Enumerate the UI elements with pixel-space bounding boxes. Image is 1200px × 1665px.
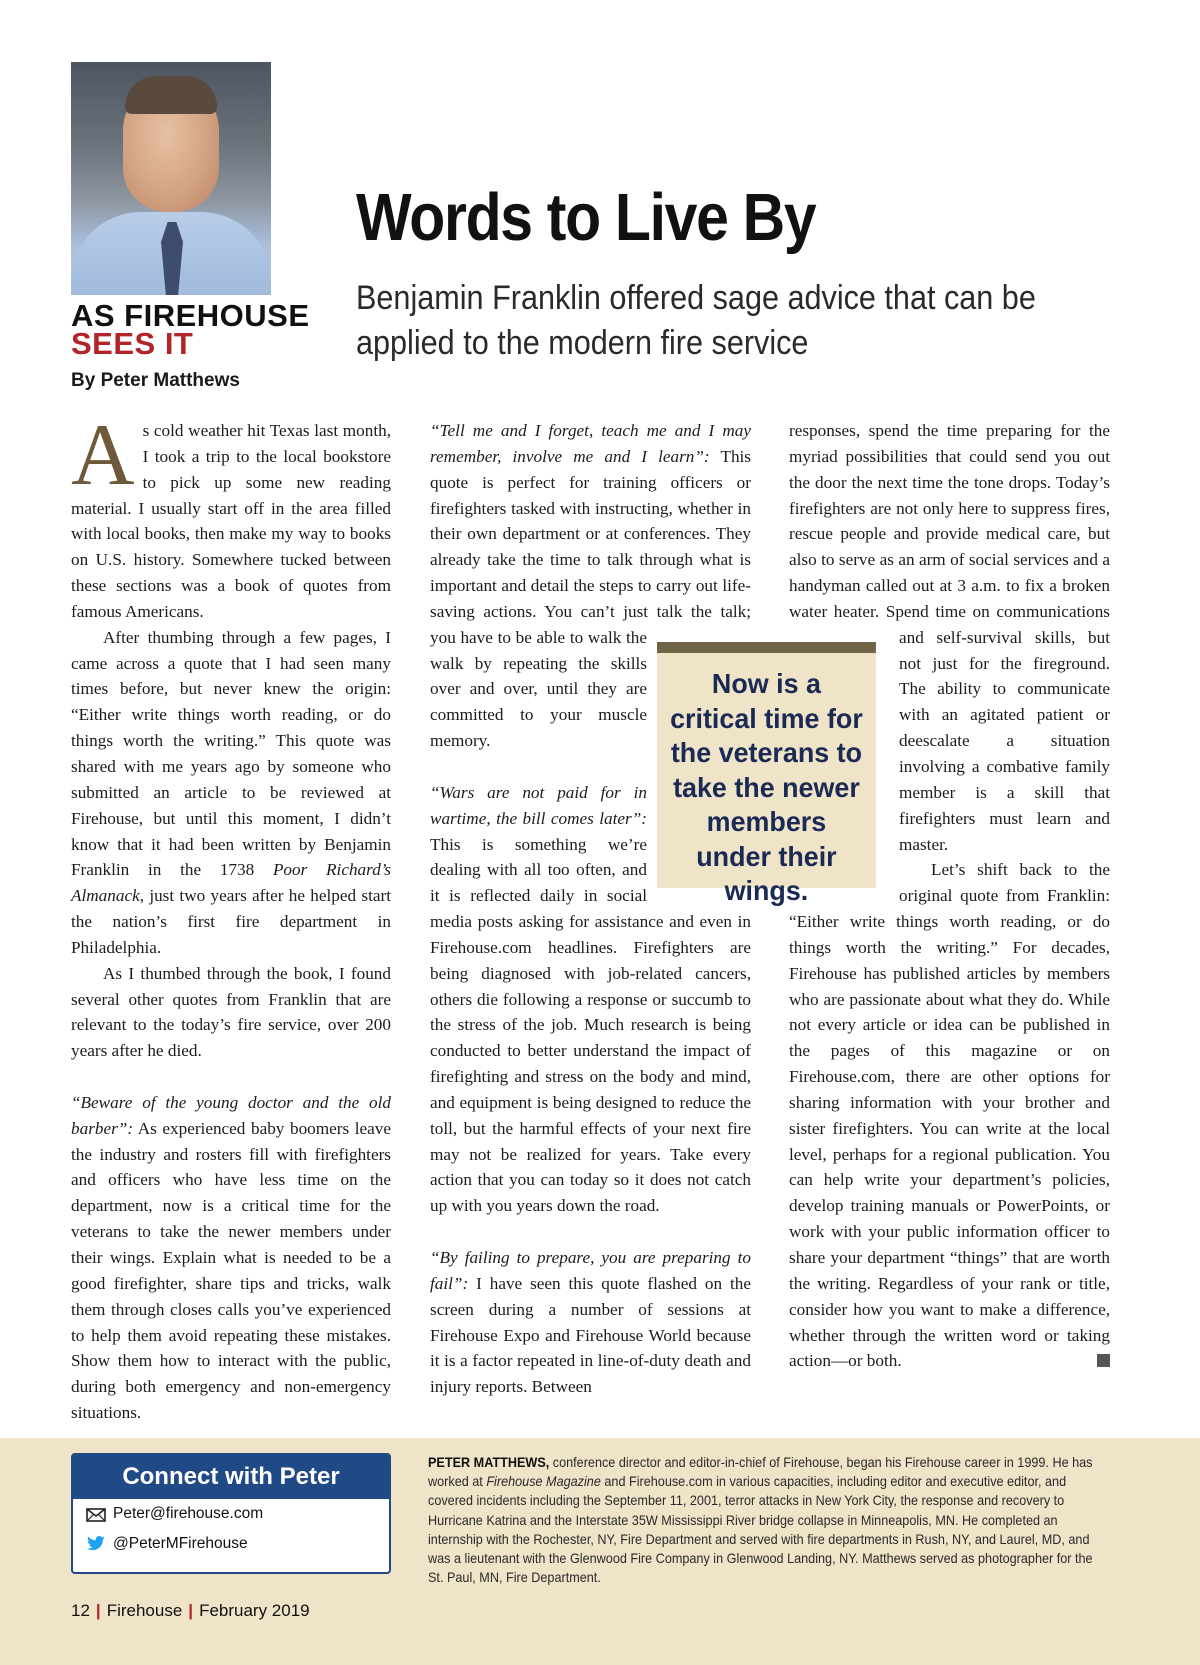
quote-lead: “Beware of the young doctor and the old barber”: [71, 1092, 391, 1138]
connect-box [71, 1453, 391, 1574]
paragraph [430, 1245, 751, 1400]
quote-lead: “Wars are not paid for in wartime, the bill comes later”: [430, 782, 647, 828]
paragraph-text: As I thumbed through the book, I found several other quotes from Franklin that are relevant to the today’s fire service, over 200 years after he died. [71, 963, 391, 1061]
paragraph [71, 1090, 391, 1426]
email-link[interactable]: Peter@firehouse.com [113, 1505, 264, 1522]
paragraph-text: This is something we’re dealing with all too often, and it is reflected daily in social media posts asking for assistance and even in Firehouse.com headlines. Firefighters are being diagnosed with job-related cancers, others die following a response or succumb to the stress of the job. Much research is being conducted to better understand the impact of firefighting and stress on the body and mind, and equipment is being designed to reduce the toll, but the harmful effects of your next fire may not be realized for years. Take every action that you can today so it does not catch up with you years down the road. [430, 834, 751, 1216]
magazine-name: Firehouse [106, 1601, 183, 1620]
bio-text: and Firehouse.com in various capacities, including editor and executive editor, and covered incidents including the September 11, 2001, terror attacks in New York City, the response and recovery to Hurricane Katrina and the Interstate 35W Mississippi River bridge collapse in Minneapolis, MN. He completed an internship with the Rochester, NY, Fire Department and served with fire departments in Rush, NY, and Laurel, MD, and was a lieutenant with the Glenwood Fire Company in Glenwood Landing, NY. Matthews served as photographer for the St. Paul, MN, Fire Department. [428, 1474, 1093, 1586]
author-photo-hair [125, 76, 217, 114]
section-tag [71, 298, 331, 361]
page-number: 12 [71, 1601, 90, 1620]
paragraph-text: After thumbing through a few pages, I came across a quote that I had seen many times before, but never knew the origin: “Either write things worth reading, or do things worth the writing.” This quote was shared with me years ago by someone who submitted an article to be reviewed at Firehouse, but until this moment, I didn’t know that it had been written by Benjamin Franklin in the 1738 [71, 627, 391, 880]
twitter-handle-link[interactable]: @PeterMFirehouse [113, 1535, 248, 1552]
paragraph-text: , just two years after he helped start the nation’s first fire department in Philadelphia. [71, 886, 391, 957]
article-column-1 [71, 407, 391, 1426]
twitter-bird-icon [85, 1535, 107, 1553]
drop-cap: A [71, 407, 135, 504]
pull-quote: Now is a critical time for the veterans to take the newer members under their wings. [657, 642, 876, 888]
paragraph-text: s cold weather hit Texas last month, I took a trip to the local bookstore to pick up some new reading material. I usually start off in the area filled with local books, then make my way to books on U.S. history. Somewhere tucked between these sections was a book of quotes from famous Americans. [71, 421, 391, 621]
twitter-contact[interactable] [73, 1529, 389, 1559]
headline: Words to Live By [356, 180, 816, 255]
quote-lead: “By failing to prepare, you are preparing to fail”: [430, 1248, 751, 1293]
bio-publication: Firehouse Magazine [486, 1474, 601, 1490]
envelope-icon [85, 1505, 107, 1523]
section-tag-line1: AS FIREHOUSE [71, 298, 310, 333]
paragraph [71, 625, 391, 961]
connect-title: Connect with Peter [73, 1455, 389, 1499]
paragraph-text: This quote is perfect for training officers or firefighters tasked with instructing, whether in their own department or at conferences. They already take the time to talk through what is important and detail the steps to carry out life-saving actions. You can’t just talk the talk; you have to be able to walk the walk by repeating the skills over and over, until they are committed to your muscle memory. [430, 446, 751, 751]
paragraph [71, 407, 391, 625]
author-bio [428, 1453, 1110, 1587]
author-photo [71, 62, 271, 295]
article-column-3 [789, 418, 1110, 1374]
bio-text: conference director and editor-in-chief of Firehouse, began his Firehouse career in 1999. He has worked at [428, 1455, 1093, 1490]
paragraph-text: responses, spend the time preparing for the myriad possibilities that could send you out the door the next time the tone drops. Today’s firefighters are not only here to suppress fires, rescue people and provide medical care, but also to serve as an arm of social services and a handyman called out at 3 a.m. to fix a broken water heater. Spend time on communications and self-survival skills, but not just for the fireground. The ability to communicate with an agitated patient or deescalate a situation involving a combative family member is a skill that firefighters must learn and master. [789, 421, 1110, 854]
bio-author-name: PETER MATTHEWS, [428, 1455, 550, 1470]
byline: By Peter Matthews [71, 370, 240, 391]
book-title: Poor Richard’s Almanack [71, 860, 391, 906]
issue-date: February 2019 [199, 1601, 310, 1620]
article-column-2 [430, 418, 751, 1400]
paragraph-text: As experienced baby boomers leave the industry and rosters fill with firefighters and officers who have less time on the department, now is a critical time for the veterans to take the newer members under their wings. Explain what is needed to be a good firefighter, share tips and tricks, walk them through closes calls you’ve experienced to help them avoid repeating these mistakes. Show them how to interact with the public, during both emergency and non-emergency situations. [71, 1118, 391, 1423]
paragraph [789, 857, 1110, 1374]
quote-lead: “Tell me and I forget, teach me and I may remember, involve me and I learn”: [430, 421, 751, 466]
paragraph [71, 961, 391, 1064]
folio-separator: | [95, 1601, 101, 1620]
section-tag-line2: SEES IT [71, 326, 194, 361]
paragraph-text: Let’s shift back to the original quote from Franklin: “Either write things worth reading, or do things worth the writing.” For decades, Firehouse has published articles by members who are passionate about what they do. While not every article or idea can be published in the pages of this magazine or on Firehouse.com, there are other options for sharing information with your brother and sister firefighters. You can write at the local level, perhaps for a regional publication. You can help write your department’s policies, develop training manuals or PowerPoints, or work with your public information officer to share your department “things” that are worth the writing. Regardless of your rank or title, consider how you want to make a difference, whether through the written word or taking action—or both. [789, 860, 1110, 1371]
end-of-article-mark [1097, 1354, 1110, 1367]
folio-separator: | [188, 1601, 194, 1620]
email-contact[interactable] [73, 1499, 389, 1529]
deck: Benjamin Franklin offered sage advice that can be applied to the modern fire service [356, 279, 1036, 362]
paragraph-text: I have seen this quote flashed on the screen during a number of sessions at Firehouse Expo and Firehouse World because it is a factor repeated in line-of-duty death and injury reports. Between [430, 1273, 751, 1397]
folio [71, 1601, 310, 1621]
